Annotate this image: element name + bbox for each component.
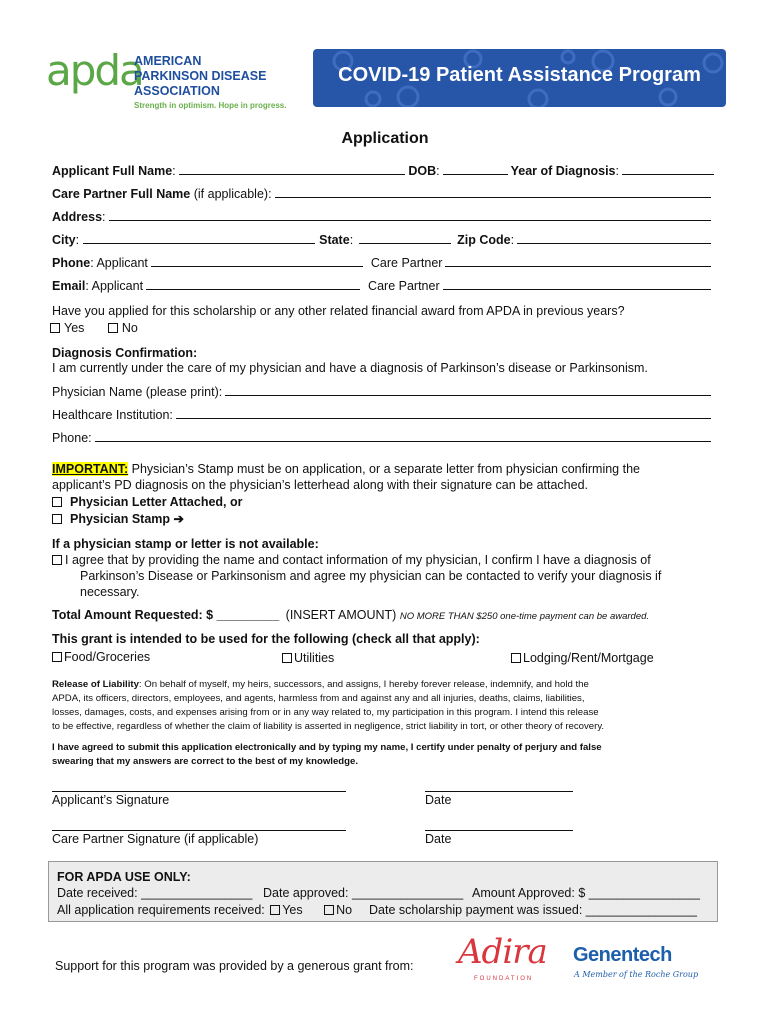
certify-line2: swearing that my answers are correct to the best of my knowledge.: [52, 756, 359, 767]
important-text2: applicant’s PD diagnosis on the physician’s letterhead along with their signature can be attached.: [52, 478, 588, 492]
important-label: IMPORTANT:: [52, 462, 129, 476]
amount-insert: (INSERT AMOUNT): [285, 608, 397, 622]
row-phone: [52, 255, 714, 270]
previous-award-yes-label: Yes: [64, 321, 85, 335]
dob-label: DOB: [408, 164, 437, 178]
release-line2: APDA, its officers, directors, employees, and agents, harmless from and against any and all injuries, deaths, claims, liabilities,: [52, 693, 585, 704]
important-text1: Physician’s Stamp must be on application, or a separate letter from physician confirming the: [128, 462, 640, 476]
applicant-date-line[interactable]: [425, 791, 573, 792]
requirements-label: All application requirements received:: [57, 903, 265, 917]
apda-logo: [46, 46, 294, 114]
certify-line1: I have agreed to submit this application electronically and by typing my name, I certify under penalty of perjury and false: [52, 742, 602, 753]
row-physician-phone: [52, 430, 714, 445]
release-line1: : On behalf of myself, my heirs, successors, and assigns, I hereby forever release, indemnify, and hold the: [138, 679, 589, 690]
amount-field[interactable]: _________: [216, 608, 280, 622]
previous-award-no-label: No: [121, 321, 138, 335]
applicant-name-label: Applicant Full Name: [52, 164, 173, 178]
phone-care-partner-label: Care Partner: [370, 256, 443, 270]
row-city: City : State : Zip Code :: [52, 232, 714, 247]
org-name-line1: AMERICAN: [134, 54, 202, 68]
agree-text2: Parkinson’s Disease or Parkinsonism and agree my physician can be contacted to verify your diagnosis if: [80, 569, 662, 583]
office-use-box: [48, 861, 718, 922]
applicant-signature-line[interactable]: [52, 791, 346, 792]
support-text: Support for this program was provided by a generous grant from:: [55, 959, 414, 973]
food-checkbox[interactable]: [52, 652, 62, 662]
care-partner-signature-label: Care Partner Signature (if applicable): [52, 832, 259, 846]
year-dx-label: Year of Diagnosis: [510, 164, 616, 178]
option-stamp: [52, 512, 184, 527]
zip-field[interactable]: [517, 232, 711, 244]
row-applicant: Applicant Full Name : DOB : Year of Diagnosis :: [52, 163, 714, 178]
utilities-checkbox[interactable]: [282, 653, 292, 663]
org-name-line2: PARKINSON DISEASE: [134, 69, 267, 83]
important-line1: [52, 462, 640, 477]
option-letter: [52, 495, 243, 510]
adira-wordmark: Adira: [458, 932, 547, 972]
physician-letter-label: Physician Letter Attached, or: [70, 495, 243, 509]
city-field[interactable]: [83, 232, 315, 244]
previous-award-question: Have you applied for this scholarship or any other related financial award from APDA in previous years?: [52, 304, 625, 318]
org-name-line3: ASSOCIATION: [134, 84, 220, 98]
requirements-yes-label: Yes: [282, 903, 303, 917]
office-use-heading: FOR APDA USE ONLY:: [57, 870, 191, 884]
release-block: [52, 678, 604, 734]
utilities-label: Utilities: [294, 651, 335, 665]
amount-note: NO MORE THAN $250 one-time payment can be awarded.: [399, 611, 650, 622]
phone-label: Phone: [52, 256, 91, 270]
applicant-date-label: Date: [425, 793, 452, 807]
dob-field[interactable]: [443, 163, 508, 175]
care-partner-name-label: Care Partner Full Name: [52, 187, 191, 201]
date-received: Date received: ________________: [57, 886, 253, 900]
care-partner-note: (if applicable):: [193, 187, 272, 201]
care-partner-date-line[interactable]: [425, 830, 573, 831]
org-tagline: Strength in optimism. Hope in progress.: [134, 101, 287, 110]
address-label: Address: [52, 210, 103, 224]
previous-award-options: [50, 321, 138, 336]
row-address: Address :: [52, 209, 714, 224]
genentech-subtitle: A Member of the Roche Group: [574, 970, 699, 979]
institution-label: Healthcare Institution:: [52, 408, 173, 422]
institution-field[interactable]: [176, 407, 711, 419]
date-approved: Date approved: ________________: [263, 886, 464, 900]
requirements-no-checkbox[interactable]: [324, 905, 334, 915]
applicant-name-field[interactable]: [179, 163, 406, 175]
row-institution: [52, 407, 714, 422]
program-banner: [313, 49, 726, 107]
previous-award-no-checkbox[interactable]: [108, 323, 118, 333]
email-care-partner-field[interactable]: [443, 278, 711, 290]
certify-block: [52, 741, 602, 769]
diagnosis-statement: I am currently under the care of my physician and have a diagnosis of Parkinson’s disease or Parkinsonism.: [52, 361, 648, 375]
release-line4: to be effective, regardless of whether the claim of liability is asserted in negligence, strict liability in tort, or other theory of recovery.: [52, 721, 605, 732]
grant-use-heading: This grant is intended to be used for the following (check all that apply):: [52, 632, 480, 646]
physician-name-label: Physician Name (please print):: [52, 385, 223, 399]
applicant-signature-label: Applicant’s Signature: [52, 793, 170, 807]
phone-applicant-field[interactable]: [151, 255, 363, 267]
physician-name-field[interactable]: [225, 384, 711, 396]
genentech-wordmark: Genentech: [573, 944, 672, 966]
physician-phone-label: Phone:: [52, 431, 92, 445]
lodging-checkbox[interactable]: [511, 653, 521, 663]
row-physician-name: [52, 384, 714, 399]
food-label: Food/Groceries: [64, 650, 151, 664]
row-email: [52, 278, 714, 293]
physician-stamp-label: Physician Stamp ➔: [70, 512, 184, 526]
care-partner-date-label: Date: [425, 832, 452, 846]
payment-issued: Date scholarship payment was issued: ________________: [369, 903, 698, 917]
lodging-label: Lodging/Rent/Mortgage: [523, 651, 654, 665]
agree-text3: necessary.: [80, 585, 140, 599]
phone-care-partner-field[interactable]: [445, 255, 711, 267]
apda-logo-mark: apda: [46, 46, 143, 95]
physician-stamp-checkbox[interactable]: [52, 514, 62, 524]
adira-logo: [458, 930, 558, 990]
release-line3: losses, damages, costs, and expenses arising from or in any way related to, my participation in this program. I intend this release: [52, 707, 599, 718]
grant-use-utilities: [282, 651, 334, 666]
no-stamp-heading: If a physician stamp or letter is not available:: [52, 537, 319, 551]
physician-phone-field[interactable]: [95, 430, 711, 442]
physician-letter-checkbox[interactable]: [52, 497, 62, 507]
previous-award-yes-checkbox[interactable]: [50, 323, 60, 333]
banner-title: COVID-19 Patient Assistance Program: [338, 64, 701, 86]
zip-label: Zip Code: [457, 233, 511, 247]
no-stamp-line1: [52, 553, 651, 568]
agree-checkbox[interactable]: [52, 555, 62, 565]
phone-applicant-label: : Applicant: [90, 256, 148, 270]
release-label: Release of Liability: [52, 679, 139, 690]
state-label: State: [319, 233, 350, 247]
year-dx-field[interactable]: [622, 163, 714, 175]
city-label: City: [52, 233, 76, 247]
row-care-partner: [52, 186, 714, 201]
state-field[interactable]: [359, 232, 451, 244]
care-partner-signature-line[interactable]: [52, 830, 346, 831]
amount-label: Total Amount Requested: $: [52, 608, 214, 622]
requirements-yes-checkbox[interactable]: [270, 905, 280, 915]
adira-subtitle: FOUNDATION: [474, 976, 534, 982]
email-label: Email: [52, 279, 86, 293]
form-title: Application: [341, 130, 429, 147]
grant-use-food: [52, 650, 150, 665]
email-care-partner-label: Care Partner: [368, 279, 440, 293]
care-partner-name-field[interactable]: [275, 186, 711, 198]
genentech-logo: [573, 944, 703, 984]
email-applicant-field[interactable]: [146, 278, 360, 290]
amount-row: [52, 608, 649, 624]
diagnosis-heading: Diagnosis Confirmation:: [52, 346, 198, 360]
amount-approved: Amount Approved: $ ________________: [472, 886, 700, 900]
requirements-row: [57, 903, 352, 918]
agree-text1: I agree that by providing the name and contact information of my physician, I confirm I have a diagnosis of: [65, 553, 651, 567]
grant-use-lodging: [511, 651, 654, 666]
email-applicant-label: : Applicant: [85, 279, 144, 293]
requirements-no-label: No: [336, 903, 353, 917]
address-field[interactable]: [109, 209, 711, 221]
